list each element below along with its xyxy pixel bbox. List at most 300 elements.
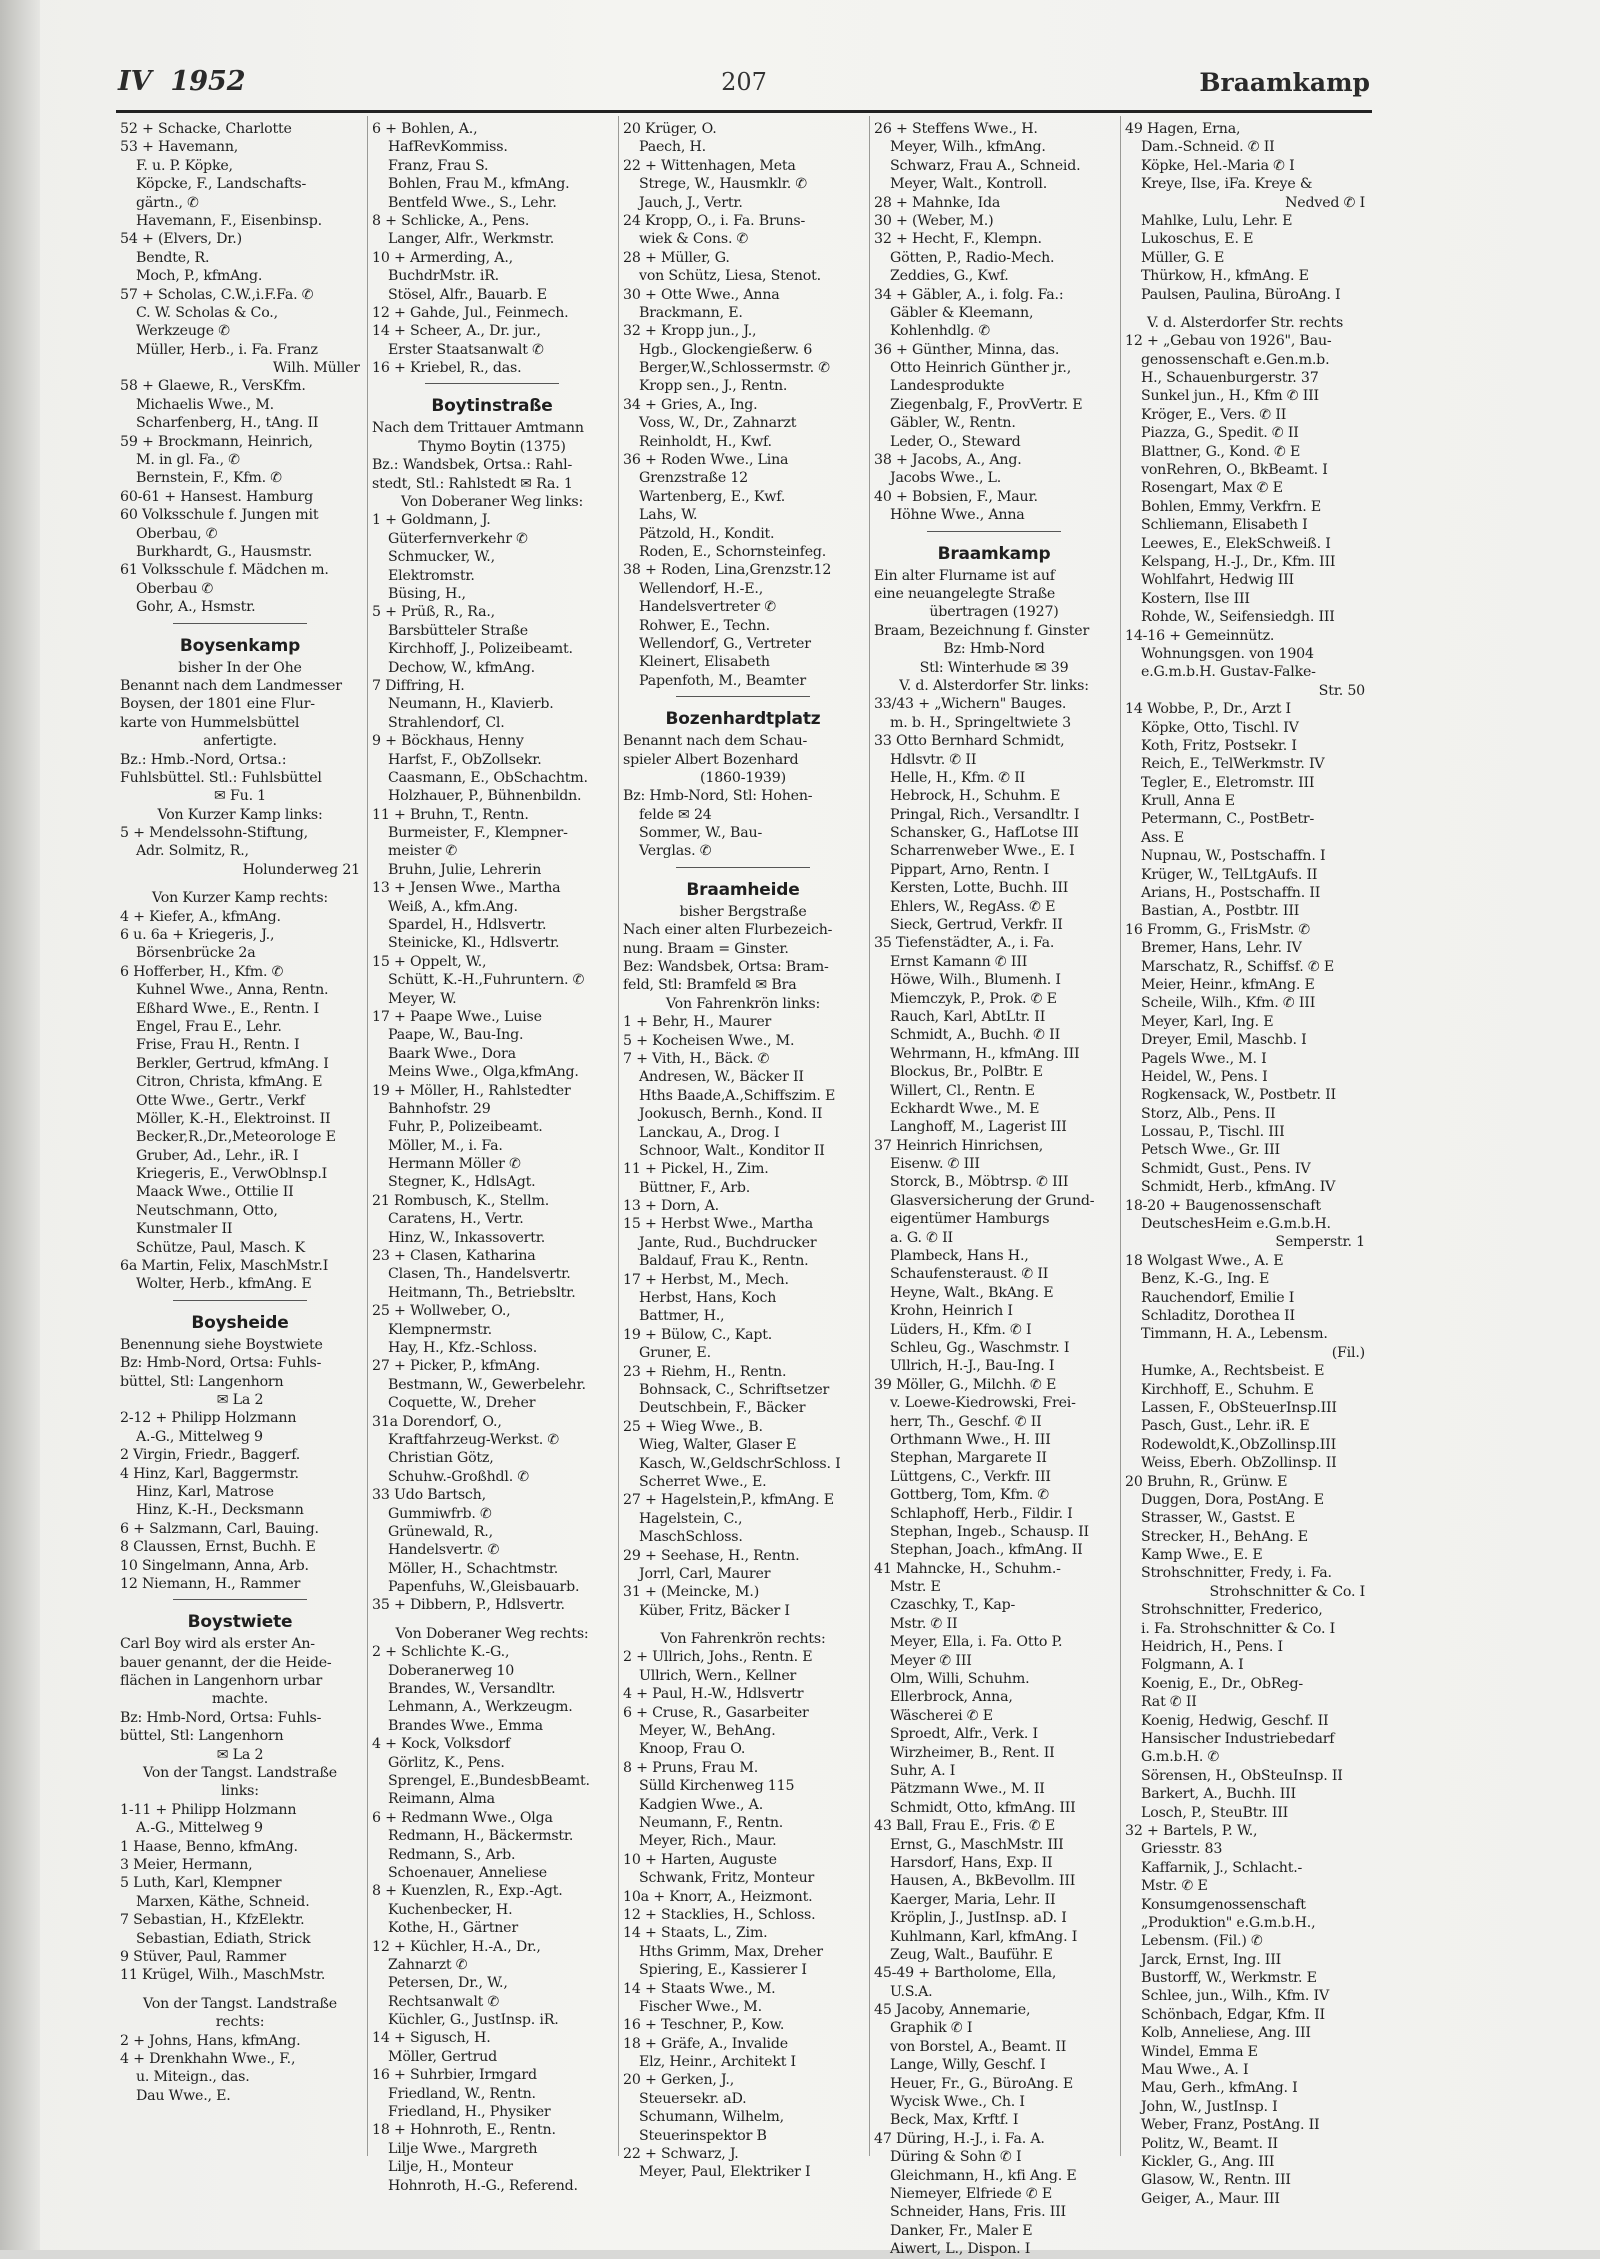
- directory-entry: Klempnermstr.: [388, 1321, 492, 1338]
- directory-entry: genossenschaft e.Gen.m.b.: [1141, 351, 1330, 368]
- directory-entry: Bastian, A., Postbtr. III: [1141, 903, 1300, 920]
- directory-entry: herr, Th., Geschf. ✆ II: [890, 1413, 1042, 1430]
- directory-entry: Lanckau, A., Drog. I: [639, 1124, 780, 1141]
- directory-entry: 12 + Gahde, Jul., Feinmech.: [372, 304, 569, 321]
- directory-entry: Götten, P., Radio-Mech.: [890, 249, 1055, 266]
- directory-entry: Duggen, Dora, PostAng. E: [1141, 1491, 1324, 1508]
- directory-entry: Schansker, G., HafLotse III: [890, 825, 1079, 842]
- directory-entry: Pätzmann Wwe., M. II: [890, 1781, 1045, 1798]
- directory-entry: Steinicke, Kl., Hdlsvertr.: [388, 935, 560, 952]
- directory-entry: 34 + Gries, A., Ing.: [623, 396, 758, 413]
- directory-entry: 33 Udo Bartsch,: [372, 1487, 486, 1504]
- directory-entry: Fuhr, P., Polizeibeamt.: [388, 1119, 543, 1136]
- spacer: [120, 879, 360, 889]
- directory-entry: Wehrmann, H., kfmAng. III: [890, 1045, 1080, 1062]
- directory-entry: Schönbach, Edgar, Kfm. II: [1141, 2006, 1325, 2023]
- directory-entry: Gummiwfrb. ✆: [388, 1505, 492, 1522]
- directory-entry: Semperstr. 1: [1275, 1234, 1365, 1251]
- directory-entry: Benz, K.-G., Ing. E: [1141, 1271, 1270, 1288]
- directory-entry: Orthmann Wwe., H. III: [890, 1431, 1051, 1448]
- directory-entry: „Produktion" e.G.m.b.H.,: [1141, 1914, 1316, 1931]
- section-rule: [120, 1593, 360, 1607]
- directory-entry: Koth, Fritz, Postsekr. I: [1141, 737, 1297, 754]
- directory-entry: Willert, Cl., Rentn. E: [890, 1082, 1035, 1099]
- directory-entry: Engel, Frau E., Lehr.: [136, 1018, 282, 1035]
- directory-entry: Olm, Willi, Schuhm.: [890, 1671, 1030, 1688]
- directory-entry: Fuhlsbüttel. Stl.: Fuhlsbüttel: [120, 769, 322, 786]
- directory-entry: Spiering, E., Kassierer I: [639, 1962, 807, 1979]
- directory-entry: 14 Wobbe, P., Dr., Arzt I: [1125, 701, 1291, 718]
- directory-entry: H., Schauenburgerstr. 37: [1141, 370, 1319, 387]
- directory-entry: Wohnungsgen. von 1904: [1141, 645, 1314, 662]
- directory-entry: Pagels Wwe., M. I: [1141, 1050, 1267, 1067]
- directory-entry: 2 + Schlichte K.-G.,: [372, 1644, 510, 1661]
- directory-entry: Sörensen, H., ObSteuInsp. II: [1141, 1767, 1343, 1784]
- directory-entry: 22 + Schwarz, J.: [623, 2146, 739, 2163]
- directory-entry: 30 + Otte Wwe., Anna: [623, 286, 780, 303]
- directory-entry: Zahnarzt ✆: [388, 1956, 468, 1973]
- directory-entry: Graphik ✆ I: [890, 2020, 973, 2037]
- directory-entry: Helle, H., Kfm. ✆ II: [890, 769, 1026, 786]
- directory-entry: Wieg, Walter, Glaser E: [639, 1437, 797, 1454]
- directory-entry: Weiß, A., kfm.Ang.: [388, 898, 518, 915]
- directory-entry: Möller, M., i. Fa.: [388, 1137, 503, 1154]
- directory-entry: Hohnroth, H.-G., Referend.: [388, 2177, 578, 2194]
- directory-entry: Bz.: Hmb.-Nord, Ortsa.:: [120, 751, 287, 768]
- directory-entry: 52 + Schacke, Charlotte: [120, 121, 292, 137]
- directory-entry: 31a Dorendorf, O.,: [372, 1413, 502, 1430]
- directory-entry: a. G. ✆ II: [890, 1229, 953, 1246]
- directory-entry: Bahnhofstr. 29: [388, 1100, 491, 1117]
- directory-entry: Koenig, Hedwig, Geschf. II: [1141, 1712, 1329, 1729]
- directory-entry: Herbst, Hans, Koch: [639, 1290, 777, 1307]
- directory-entry: Timmann, H. A., Lebensm.: [1141, 1326, 1328, 1343]
- directory-entry: 23 + Riehm, H., Rentn.: [623, 1363, 787, 1380]
- directory-entry: 20 Krüger, O.: [623, 121, 717, 137]
- directory-entry: Paape, W., Bau-Ing.: [388, 1027, 524, 1044]
- directory-entry: Ellerbrock, Anna,: [890, 1689, 1013, 1706]
- directory-entry: Baldauf, Frau K., Rentn.: [639, 1253, 809, 1270]
- directory-entry: Hinz, Karl, Matrose: [136, 1483, 274, 1500]
- directory-entry: 35 + Dibbern, P., Hdlsvertr.: [372, 1597, 565, 1614]
- directory-entry: Glasversicherung der Grund-: [890, 1192, 1095, 1209]
- directory-entry: Danker, Fr., Maler E: [890, 2222, 1033, 2239]
- directory-entry: Reinholdt, H., Kwf.: [639, 433, 772, 450]
- street-note: (1860-1939): [700, 769, 786, 786]
- directory-entry: nung. Braam = Ginster.: [623, 940, 789, 957]
- directory-entry: Redmann, S., Arb.: [388, 1846, 516, 1863]
- directory-entry: Dechow, W., kfmAng.: [388, 659, 535, 676]
- directory-entry: Piazza, G., Spedit. ✆ II: [1141, 425, 1299, 442]
- directory-entry: 36 + Günther, Minna, das.: [874, 341, 1060, 358]
- directory-entry: 49 Hagen, Erna,: [1125, 121, 1241, 137]
- street-heading: Boysheide: [191, 1312, 289, 1333]
- directory-entry: Voss, W., Dr., Zahnarzt: [639, 415, 797, 432]
- directory-entry: Bestmann, W., Gewerbelehr.: [388, 1376, 586, 1393]
- directory-entry: 12 + „Gebau von 1926", Bau-: [1125, 333, 1332, 350]
- directory-entry: 28 + Mahnke, Ida: [874, 194, 1001, 211]
- directory-entry: vonRehren, O., BkBeamt. I: [1141, 462, 1328, 479]
- directory-entry: Langer, Alfr., Werkmstr.: [388, 231, 555, 248]
- directory-entry: 34 + Gäbler, A., i. folg. Fa.:: [874, 286, 1064, 303]
- directory-entry: Schütt, K.-H.,Fuhruntern. ✆: [388, 972, 585, 989]
- directory-entry: Rodewoldt,K.,ObZollinsp.III: [1141, 1436, 1336, 1453]
- directory-entry: Schwank, Fritz, Monteur: [639, 1870, 815, 1887]
- directory-entry: C. W. Scholas & Co.,: [136, 304, 278, 321]
- directory-entry: Barkert, A., Buchh. III: [1141, 1786, 1296, 1803]
- directory-entry: Scharfenberg, H., tAng. II: [136, 415, 319, 432]
- directory-entry: Sproedt, Alfr., Verk. I: [890, 1726, 1038, 1743]
- street-heading: Bozenhardtplatz: [665, 709, 821, 730]
- directory-entry: Lüttgens, C., Verkfr. III: [890, 1468, 1051, 1485]
- directory-entry: Benannt nach dem Landmesser: [120, 677, 342, 694]
- directory-entry: 15 + Oppelt, W.,: [372, 953, 487, 970]
- directory-entry: Bz: Hmb-Nord, Stl: Hohen-: [623, 788, 813, 805]
- directory-entry: Otto Heinrich Günther jr.,: [890, 360, 1072, 377]
- directory-entry: Hgb., Glockengießerw. 6: [639, 341, 813, 358]
- directory-entry: 20 + Gerken, J.,: [623, 2072, 735, 2089]
- directory-entry: Maack Wwe., Ottilie II: [136, 1184, 294, 1201]
- directory-entry: Spardel, H., Hdlsvertr.: [388, 917, 547, 934]
- directory-entry: 7 + Vith, H., Bäck. ✆: [623, 1050, 770, 1067]
- directory-entry: Sprengel, E.,BundesbBeamt.: [388, 1772, 590, 1789]
- directory-entry: Friedland, H., Physiker: [388, 2104, 551, 2121]
- directory-entry: Leder, O., Steward: [890, 433, 1021, 450]
- directory-entry: Barsbütteler Straße: [388, 622, 528, 639]
- directory-entry: Kickler, G., Ang. III: [1141, 2153, 1275, 2170]
- directory-entry: 41 Mahncke, H., Schuhm.-: [874, 1560, 1061, 1577]
- directory-entry: Küber, Fritz, Bäcker I: [639, 1602, 790, 1619]
- directory-entry: Papenfoth, M., Beamter: [639, 672, 806, 689]
- directory-entry: Krull, Anna E: [1141, 793, 1235, 810]
- directory-entry: 43 Ball, Frau E., Fris. ✆ E: [874, 1818, 1055, 1835]
- directory-entry: Schuhw.-Großhdl. ✆: [388, 1468, 530, 1485]
- directory-entry: u. Miteign., das.: [136, 2069, 250, 2086]
- directory-entry: Elektromstr.: [388, 567, 475, 584]
- section-rule: [372, 377, 612, 391]
- directory-entry: Schneider, Hans, Fris. III: [890, 2204, 1066, 2221]
- directory-entry: Meyer, W.: [388, 990, 457, 1007]
- directory-entry: 2 + Ullrich, Johs., Rentn. E: [623, 1649, 813, 1666]
- directory-entry: Jante, Rud., Buchdrucker: [639, 1234, 817, 1251]
- directory-entry: Schmucker, W.,: [388, 549, 495, 566]
- directory-entry: Kuhlmann, Karl, kfmAng. I: [890, 1928, 1078, 1945]
- directory-entry: 12 Niemann, H., Rammer: [120, 1575, 301, 1592]
- directory-entry: 10 Singelmann, Anna, Arb.: [120, 1557, 309, 1574]
- directory-entry: 14 + Sigusch, H.: [372, 2030, 491, 2047]
- directory-entry: F. u. P. Köpke,: [136, 157, 233, 174]
- street-note: rechts:: [215, 2014, 265, 2031]
- directory-entry: Bendte, R.: [136, 249, 210, 266]
- directory-entry: A.-G., Mittelweg 9: [136, 1428, 263, 1445]
- directory-entry: Strahlendorf, Cl.: [388, 714, 505, 731]
- directory-entry: Meyer, Rich., Maur.: [639, 1833, 777, 1850]
- directory-entry: 14 + Scheer, A., Dr. jur.,: [372, 323, 541, 340]
- directory-entry: Schmidt, Gust., Pens. IV: [1141, 1160, 1311, 1177]
- directory-entry: 7 Sebastian, H., KfzElektr.: [120, 1912, 305, 1929]
- directory-entry: Heidel, W., Pens. I: [1141, 1068, 1268, 1085]
- directory-entry: 4 Hinz, Karl, Baggermstr.: [120, 1465, 299, 1482]
- directory-entry: Arians, H., Postschaffn. II: [1141, 885, 1321, 902]
- directory-entry: eigentümer Hamburgs: [890, 1211, 1050, 1228]
- directory-entry: büttel, Stl: Langenhorn: [120, 1373, 284, 1390]
- directory-entry: 18-20 + Baugenossenschaft: [1125, 1197, 1321, 1214]
- street-note: V. d. Alsterdorfer Str. rechts: [1146, 314, 1344, 331]
- directory-entry: Paech, H.: [639, 139, 706, 156]
- directory-entry: gärtn., ✆: [136, 194, 199, 211]
- directory-entry: Str. 50: [1318, 682, 1365, 699]
- directory-entry: Ernst, G., MaschMstr. III: [890, 1836, 1064, 1853]
- directory-entry: Politz, W., Beamt. II: [1141, 2135, 1278, 2152]
- street-heading: Braamheide: [686, 879, 800, 900]
- directory-entry: Meyer, Walt., Kontroll.: [890, 176, 1048, 193]
- spacer: [372, 1615, 612, 1625]
- street-note: bisher In der Ohe: [178, 659, 302, 676]
- directory-entry: 15 + Herbst Wwe., Martha: [623, 1216, 814, 1233]
- directory-entry: Kropp sen., J., Rentn.: [639, 378, 788, 395]
- directory-entry: Scheile, Wilh., Kfm. ✆ III: [1141, 995, 1316, 1012]
- directory-entry: Rauch, Karl, AbtLtr. II: [890, 1008, 1046, 1025]
- directory-entry: 32 + Bartels, P. W.,: [1125, 1822, 1258, 1839]
- directory-entry: Caratens, H., Vertr.: [388, 1211, 524, 1228]
- directory-entry: Kirchhoff, J., Polizeibeamt.: [388, 641, 573, 658]
- street-note: V. d. Alsterdorfer Str. links:: [899, 677, 1089, 694]
- directory-entry: M. in gl. Fa., ✆: [136, 452, 240, 469]
- directory-entry: Becker,R.,Dr.,Meteorologe E: [136, 1129, 336, 1146]
- directory-entry: Benannt nach dem Schau-: [623, 733, 808, 750]
- directory-entry: Otte Wwe., Gertr., Verkf: [136, 1092, 305, 1109]
- directory-entry: Kriegeris, E., VerwOblnsp.I: [136, 1166, 328, 1183]
- directory-entry: 45-49 + Bartholome, Ella,: [874, 1965, 1057, 1982]
- directory-entry: 16 + Kriebel, R., das.: [372, 360, 522, 377]
- street-note: Von Doberaner Weg rechts:: [395, 1625, 589, 1642]
- directory-entry: Lehmann, A., Werkzeugm.: [388, 1699, 573, 1716]
- directory-entry: John, W., JustInsp. I: [1141, 2098, 1278, 2115]
- directory-entry: Meyer, Karl, Ing. E: [1141, 1013, 1274, 1030]
- directory-entry: Müller, Herb., i. Fa. Franz: [136, 341, 318, 358]
- directory-entry: 16 + Suhrbier, Irmgard: [372, 2067, 537, 2084]
- directory-entry: 27 + Picker, P., kfmAng.: [372, 1358, 540, 1375]
- directory-entry: Handelsvertr. ✆: [388, 1542, 500, 1559]
- directory-entry: 6 Hofferber, H., Kfm. ✆: [120, 963, 284, 980]
- spacer: [120, 1985, 360, 1995]
- directory-entry: stedt, Stl.: Rahlstedt ✉ Ra. 1: [372, 475, 573, 492]
- directory-entry: 26 + Steffens Wwe., H.: [874, 121, 1038, 137]
- directory-entry: 5 + Kocheisen Wwe., M.: [623, 1032, 795, 1049]
- header-volume-year: IV 1952: [118, 66, 246, 97]
- directory-entry: Weiss, Eberh. ObZollinsp. II: [1141, 1455, 1337, 1472]
- directory-entry: Gohr, A., Hsmstr.: [136, 599, 256, 616]
- directory-entry: Rauchendorf, Emilie I: [1141, 1289, 1295, 1306]
- directory-entry: Dam.-Schneid. ✆ II: [1141, 139, 1275, 156]
- section-rule: [120, 617, 360, 631]
- directory-entry: Mstr. ✆ E: [1141, 1878, 1208, 1895]
- directory-entry: m. b. H., Springeltwiete 3: [890, 714, 1071, 731]
- directory-entry: Ziegenbalg, F., ProvVertr. E: [890, 396, 1083, 413]
- directory-entry: Geiger, A., Maur. III: [1141, 2190, 1280, 2207]
- directory-entry: Strohschnitter, Fredy, i. Fa.: [1141, 1565, 1332, 1582]
- directory-entry: Möller, Gertrud: [388, 2048, 497, 2065]
- directory-entry: Clasen, Th., Handelsvertr.: [388, 1266, 571, 1283]
- street-note: Von Kurzer Kamp rechts:: [151, 890, 329, 907]
- directory-entry: Mahlke, Lulu, Lehr. E: [1141, 212, 1293, 229]
- directory-entry: Neumann, H., Klavierb.: [388, 696, 554, 713]
- directory-entry: Schumann, Wilhelm,: [639, 2109, 784, 2126]
- directory-entry: 54 + (Elvers, Dr.): [120, 231, 242, 248]
- directory-entry: Eckhardt Wwe., M. E: [890, 1100, 1040, 1117]
- directory-entry: Jacobs Wwe., L.: [890, 470, 1002, 487]
- directory-entry: Burmeister, F., Klempner-: [388, 825, 568, 842]
- directory-entry: Michaelis Wwe., M.: [136, 396, 274, 413]
- directory-entry: Strohschnitter & Co. I: [1209, 1583, 1365, 1600]
- directory-entry: Schütze, Paul, Masch. K: [136, 1239, 305, 1256]
- directory-entry: 6 + Redmann Wwe., Olga: [372, 1809, 553, 1826]
- directory-entry: Kreye, Ilse, iFa. Kreye &: [1141, 176, 1313, 193]
- directory-entry: Petsch Wwe., Gr. III: [1141, 1142, 1280, 1159]
- directory-entry: Jorrl, Carl, Maurer: [639, 1565, 771, 1582]
- directory-entry: Bernstein, F., Kfm. ✆: [136, 470, 282, 487]
- street-note: links:: [221, 1783, 259, 1800]
- directory-entry: Havemann, F., Eisenbinsp.: [136, 212, 322, 229]
- directory-entry: Rosengart, Max ✆ E: [1141, 480, 1283, 497]
- directory-entry: Zeddies, G., Kwf.: [890, 268, 1009, 285]
- directory-entry: 1 + Behr, H., Maurer: [623, 1014, 772, 1031]
- directory-entry: Schliemann, Elisabeth I: [1141, 517, 1308, 534]
- directory-entry: 2-12 + Philipp Holzmann: [120, 1410, 297, 1427]
- directory-entry: Griesstr. 83: [1141, 1841, 1223, 1858]
- street-note: machte.: [211, 1691, 269, 1708]
- directory-entry: 6a Martin, Felix, MaschMstr.I: [120, 1258, 329, 1275]
- directory-entry: Marschatz, R., Schiffsf. ✆ E: [1141, 958, 1335, 975]
- directory-entry: Köpke, Hel.-Maria ✆ I: [1141, 157, 1295, 174]
- directory-entry: Heuer, Fr., G., BüroAng. E: [890, 2075, 1074, 2092]
- directory-entry: 47 Düring, H.-J., i. Fa. A.: [874, 2130, 1045, 2147]
- directory-entry: Strasser, W., Gastst. E: [1141, 1510, 1296, 1527]
- directory-entry: Marxen, Käthe, Schneid.: [136, 1893, 310, 1910]
- directory-entry: feld, Stl: Bramfeld ✉ Bra: [623, 977, 797, 994]
- directory-entry: Kostern, Ilse III: [1141, 590, 1250, 607]
- directory-entry: Güterfernverkehr ✆: [388, 530, 528, 547]
- directory-entry: Langhoff, M., Lagerist III: [890, 1119, 1067, 1136]
- directory-entry: 6 + Bohlen, A.,: [372, 121, 478, 137]
- directory-entry: von Borstel, A., Beamt. II: [890, 2038, 1067, 2055]
- directory-entry: Neumann, F., Rentn.: [639, 1814, 784, 1831]
- directory-entry: 40 + Bobsien, F., Maur.: [874, 488, 1038, 505]
- directory-entry: Schmidt, A., Buchh. ✆ II: [890, 1027, 1060, 1044]
- directory-entry: U.S.A.: [890, 1983, 933, 2000]
- directory-entry: Brackmann, E.: [639, 304, 743, 321]
- directory-entry: 35 Tiefenstädter, A., i. Fa.: [874, 935, 1055, 952]
- directory-entry: Schnoor, Walt., Konditor II: [639, 1142, 825, 1159]
- directory-entry: 8 + Kuenzlen, R., Exp.-Agt.: [372, 1883, 563, 1900]
- directory-entry: Kothe, H., Gärtner: [388, 1920, 518, 1937]
- directory-entry: 12 + Stacklies, H., Schloss.: [623, 1906, 816, 1923]
- directory-entry: 16 + Teschner, P., Kow.: [623, 2017, 785, 2034]
- directory-entry: Meyer ✆ III: [890, 1652, 972, 1669]
- directory-column-1: [120, 120, 360, 2105]
- directory-entry: Kasch, W.,GeldschrSchloss. I: [639, 1455, 841, 1472]
- directory-entry: Steuerinspektor B: [639, 2127, 767, 2144]
- directory-entry: Verglas. ✆: [639, 843, 712, 860]
- directory-entry: Möller, K.-H., Elektroinst. II: [136, 1110, 331, 1127]
- directory-entry: Bohnsack, C., Schriftsetzer: [639, 1382, 830, 1398]
- directory-entry: Kohlenhdlg. ✆: [890, 323, 991, 340]
- directory-entry: Mau Wwe., A. I: [1141, 2062, 1249, 2079]
- directory-entry: G.m.b.H. ✆: [1141, 1749, 1220, 1766]
- directory-entry: Kelspang, H.-J., Dr., Kfm. III: [1141, 553, 1336, 570]
- directory-entry: Konsumgenossenschaft: [1141, 1896, 1306, 1913]
- directory-entry: Rogkensack, W., Postbetr. II: [1141, 1087, 1336, 1104]
- directory-entry: Battmer, H.,: [639, 1308, 725, 1325]
- directory-entry: DeutschesHeim e.G.m.b.H.: [1141, 1216, 1331, 1233]
- directory-entry: Caasmann, E., ObSchachtm.: [388, 769, 588, 786]
- directory-entry: Ehlers, W., RegAss. ✆ E: [890, 898, 1056, 915]
- directory-entry: Hermann Möller ✆: [388, 1156, 521, 1173]
- directory-entry: Bohlen, Frau M., kfmAng.: [388, 176, 570, 193]
- street-note: Von Fahrenkrön links:: [665, 995, 821, 1012]
- directory-entry: Wohlfahrt, Hedwig III: [1141, 572, 1294, 589]
- directory-entry: Höhne Wwe., Anna: [890, 507, 1025, 524]
- directory-entry: 9 + Böckhaus, Henny: [372, 733, 524, 750]
- directory-entry: Heidrich, H., Pens. I: [1141, 1639, 1283, 1656]
- directory-entry: 17 + Paape Wwe., Luise: [372, 1008, 542, 1025]
- section-rule: [623, 861, 863, 875]
- directory-entry: Kröger, E., Vers. ✆ II: [1141, 406, 1287, 423]
- section-rule: [623, 690, 863, 704]
- directory-entry: Höwe, Wilh., Blumenh. I: [890, 972, 1061, 989]
- directory-entry: Schlee, jun., Wilh., Kfm. IV: [1141, 1988, 1330, 2005]
- street-heading: Boystwiete: [187, 1612, 293, 1633]
- directory-entry: Schoenauer, Anneliese: [388, 1864, 547, 1881]
- directory-entry: Lossau, P., Tischl. III: [1141, 1124, 1285, 1141]
- directory-entry: Tegler, E., Eletromstr. III: [1141, 774, 1315, 791]
- directory-entry: 9 Stüver, Paul, Rammer: [120, 1948, 286, 1965]
- directory-entry: eine neuangelegte Straße: [874, 585, 1056, 602]
- directory-entry: 59 + Brockmann, Heinrich,: [120, 433, 313, 450]
- directory-entry: 8 + Pruns, Frau M.: [623, 1759, 759, 1776]
- directory-entry: Friedland, W., Rentn.: [388, 2085, 536, 2102]
- directory-entry: Strohschnitter, Frederico,: [1141, 1602, 1323, 1619]
- directory-entry: Kirchhoff, E., Schuhm. E: [1141, 1381, 1314, 1398]
- directory-entry: Heitmann, Th., Betriebsltr.: [388, 1284, 576, 1301]
- directory-entry: Düring & Sohn ✆ I: [890, 2149, 1022, 2166]
- directory-entry: Doberanerweg 10: [388, 1662, 515, 1679]
- directory-entry: Gottberg, Tom, Kfm. ✆: [890, 1487, 1050, 1504]
- directory-entry: Storck, B., Möbtrsp. ✆ III: [890, 1174, 1069, 1191]
- directory-entry: 6 + Salzmann, Carl, Bauing.: [120, 1520, 319, 1537]
- directory-column-4: [874, 120, 1114, 2259]
- directory-entry: Bohlen, Emmy, Verkfrn. E: [1141, 498, 1322, 515]
- directory-entry: 53 + Havemann,: [120, 139, 239, 156]
- directory-entry: Losch, P., SteuBtr. III: [1141, 1804, 1289, 1821]
- directory-entry: Adr. Solmitz, R.,: [136, 843, 249, 860]
- directory-entry: 39 Möller, G., Milchh. ✆ E: [874, 1376, 1057, 1393]
- directory-entry: 19 + Bülow, C., Kapt.: [623, 1326, 773, 1343]
- street-note: Von Fahrenkrön rechts:: [660, 1631, 826, 1648]
- directory-entry: Meins Wwe., Olga,kfmAng.: [388, 1064, 579, 1081]
- column-divider: [618, 116, 619, 2156]
- directory-entry: Berger,W.,Schlossermstr. ✆: [639, 360, 830, 377]
- directory-entry: Nupnau, W., Postschaffn. I: [1141, 848, 1326, 865]
- section-rule: [120, 1294, 360, 1308]
- directory-entry: HafRevKommiss.: [388, 139, 508, 156]
- directory-entry: Hagelstein, C.,: [639, 1510, 743, 1527]
- directory-entry: Redmann, H., Bäckermstr.: [388, 1828, 574, 1845]
- directory-entry: Meyer, W., BehAng.: [639, 1723, 776, 1740]
- street-note: ✉ Fu. 1: [213, 788, 267, 805]
- directory-entry: Weber, Franz, PostAng. II: [1141, 2117, 1320, 2134]
- directory-entry: Wilh. Müller: [272, 360, 360, 377]
